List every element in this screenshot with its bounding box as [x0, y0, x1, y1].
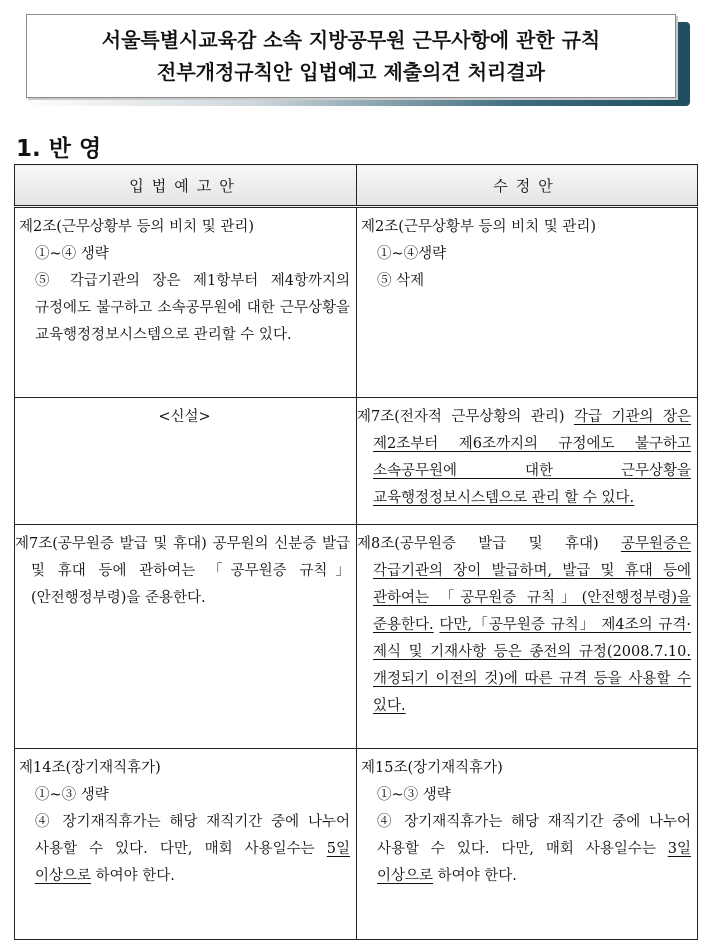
article-heading: 제2조(근무상황부 등의 비치 및 관리) [361, 219, 597, 236]
column-header-revision: 수정안 [357, 165, 698, 207]
article-item: ⑤ 삭제 [377, 273, 425, 290]
article-body-underlined: 공무원증은 각급기관의 장이 발급하며, 발급 및 휴대 등에 관하여는 「공무원증 규칙」(안전행정부령)을 준용한다. [373, 536, 692, 634]
article-body-underlined: 각급 기관의 장은 제2조부터 제6조까지의 규정에도 불구하고 소속공무원에 대한 근무상황을 교육행정정보시스템으로 관리 할 수 있다. [373, 409, 691, 507]
cell-draft [15, 398, 357, 525]
table-row [15, 748, 698, 939]
section-title: 1. 반 영 [16, 136, 102, 162]
cell-revision [357, 207, 698, 398]
cell-draft [15, 207, 357, 398]
article-item-text: 하여야 한다. [433, 867, 517, 884]
article-item-text: 하여야 한다. [91, 867, 175, 884]
page-title-line2: 전부개정규칙안 입법예고 제출의견 처리결과 [157, 60, 545, 84]
article-item: ①~④생략 [377, 246, 447, 263]
new-article-marker: <신설> [158, 409, 211, 426]
article-heading: 제8조(공무원증 발급 및 휴대) [357, 536, 599, 553]
article-item: ⑤ 각급기관의 장은 제1항부터 제4항까지의 규정에도 불구하고 소속공무원에 대한 근무상황을 교육행정정보시스템으로 관리할 수 있다. [35, 273, 350, 344]
article-item [19, 809, 350, 890]
cell-revision [357, 748, 698, 939]
column-header-draft: 입법예고안 [15, 165, 357, 207]
article-heading: 제14조(장기재직휴가) [19, 759, 161, 776]
cell-revision [357, 398, 698, 525]
article-item: ①~③ 생략 [35, 786, 109, 803]
article-body: 공무원의 신분증 발급 및 휴대 등에 관하여는 「공무원증 규칙」(안전행정부령)을 준용한다. [31, 536, 350, 607]
banner-box [26, 14, 676, 98]
article-item-text: ④ 장기재직휴가는 해당 재직기간 중에 나누어 사용할 수 있다. 다만, 매회 사용일수는 [377, 813, 691, 857]
table-header-row [15, 165, 698, 207]
article-item: ①~③ 생략 [377, 786, 451, 803]
article-heading: 제15조(장기재직휴가) [361, 759, 503, 776]
article-heading: 제2조(근무상황부 등의 비치 및 관리) [19, 219, 255, 236]
title-banner [0, 14, 711, 114]
table-row [15, 525, 698, 748]
table-row [15, 207, 698, 398]
changed-days-underlined: 5일 이상으로 [35, 840, 350, 884]
cell-revision [357, 525, 698, 748]
article-item: ①~④ 생략 [35, 246, 109, 263]
page-title-line1: 서울특별시교육감 소속 지방공무원 근무사항에 관한 규칙 [101, 28, 601, 52]
cell-draft [15, 525, 357, 748]
comparison-table [14, 164, 698, 940]
article-item-text: ④ 장기재직휴가는 해당 재직기간 중에 나누어 사용할 수 있다. 다만, 매회 사용일수는 [35, 813, 350, 857]
article-item [361, 809, 691, 890]
changed-days-underlined: 3일 이상으로 [377, 840, 691, 884]
article-heading: 제7조(공무원증 발급 및 휴대) [15, 536, 207, 553]
article-heading: 제7조(전자적 근무상황의 관리) [357, 409, 565, 426]
article-proviso-underlined: 다만,「공무원증 규칙」 제4조의 규격·제식 및 기재사항 등은 종전의 규정(2008.7.10. 개정되기 이전의 것)에 따른 규격 등을 사용할 수 있다. [373, 617, 691, 715]
cell-draft [15, 748, 357, 939]
table-row [15, 398, 698, 525]
